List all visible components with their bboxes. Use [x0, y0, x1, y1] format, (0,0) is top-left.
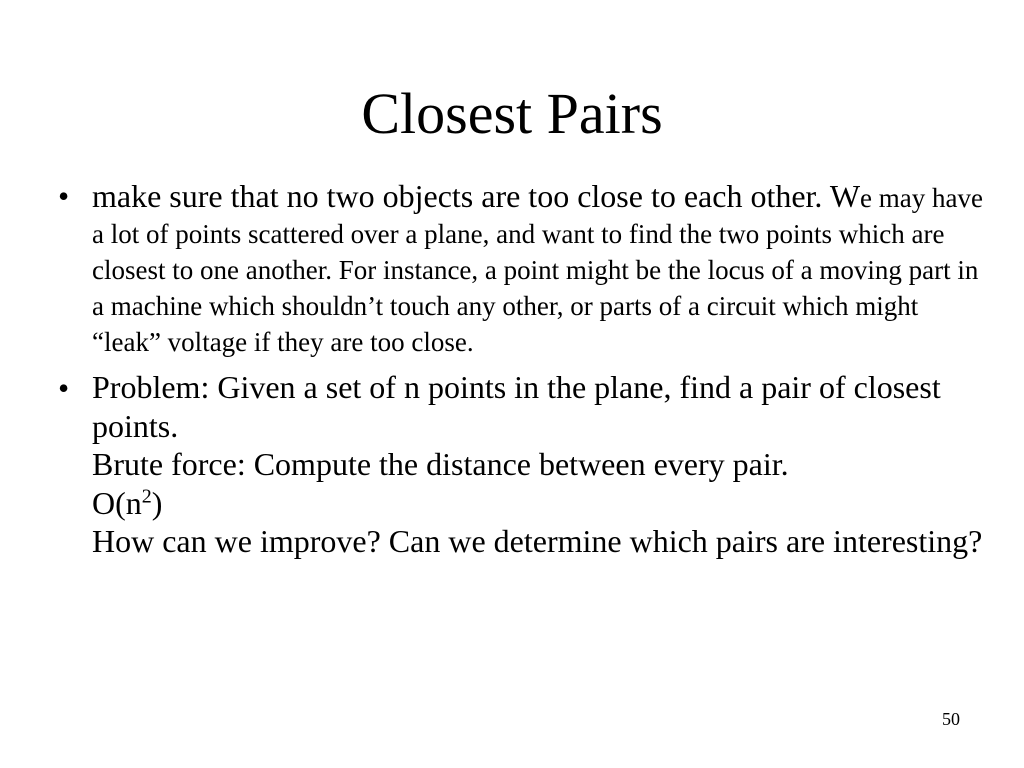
bullet-body-text: e may have a lot of points scattered over a plane, and want to find the two points which are closest to one another. For instance, a point might be the locus of a moving part in a machine which shouldn’t touch any other, or parts of a circuit which might “leak” voltage if they are too close. [92, 183, 983, 357]
problem-statement: Problem: Given a set of n points in the plane, find a pair of closest points. [92, 369, 941, 444]
bullet-lead-text: make sure that no two objects are too close to each other. W [92, 178, 861, 214]
complexity-base: O(n [92, 484, 142, 521]
brute-force-text: Brute force: Compute the distance between every pair. [92, 446, 789, 482]
bullet-marker: • [58, 178, 70, 214]
slide-title: Closest Pairs [361, 81, 663, 146]
bullet-item-problem [58, 368, 988, 561]
complexity-exponent: 2 [141, 484, 152, 507]
complexity-text [92, 484, 988, 523]
complexity-close: ) [151, 484, 163, 521]
bullet-list [58, 176, 988, 561]
bullet-marker: • [58, 370, 70, 406]
improve-question: How can we improve? Can we determine which pairs are interesting? [92, 523, 983, 559]
bullet-item-closeness [58, 176, 988, 360]
page-number: 50 [942, 709, 960, 729]
